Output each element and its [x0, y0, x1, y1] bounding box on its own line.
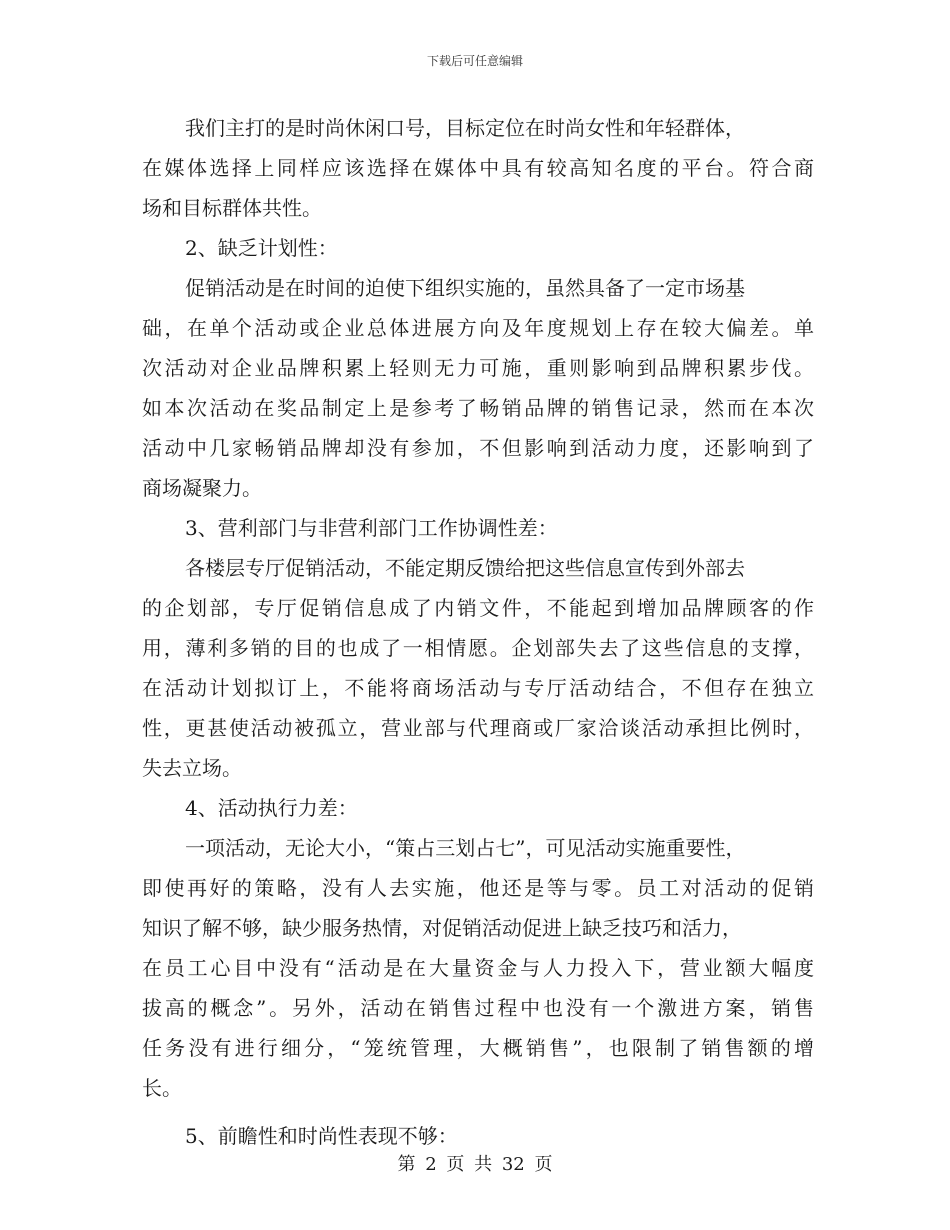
paragraph-line: 知识了解不够，缺少服务热情，对促销活动促进上缺乏技巧和活力， — [142, 916, 742, 940]
section-heading: 3、营利部门与非营利部门工作协调性差： — [185, 516, 558, 540]
paragraph-line: 促销活动是在时间的迫使下组织实施的，虽然具备了一定市场基 — [185, 276, 745, 300]
paragraph-line: 次活动对企业品牌积累上轻则无力可施，重则影响到品牌积累步伐。 — [142, 356, 814, 380]
paragraph-line: 如本次活动在奖品制定上是参考了畅销品牌的销售记录，然而在本次 — [142, 396, 814, 420]
paragraph-line: 各楼层专厅促销活动，不能定期反馈给把这些信息宣传到外部去 — [185, 556, 745, 580]
paragraph-line: 的企划部，专厅促销信息成了内销文件，不能起到增加品牌顾客的作 — [142, 596, 814, 620]
paragraph-line: 性，更甚使活动被孤立，营业部与代理商或厂家洽谈活动承担比例时， — [142, 716, 814, 740]
section-heading: 4、活动执行力差： — [185, 796, 358, 820]
paragraph-line: 一项活动，无论大小，“策占三划占七”，可见活动实施重要性， — [185, 836, 746, 860]
paragraph-line: 长。 — [142, 1076, 182, 1100]
paragraph-line: 商场凝聚力。 — [142, 476, 262, 500]
paragraph-line: 场和目标群体共性。 — [142, 196, 322, 220]
document-body — [142, 108, 814, 1156]
paragraph-line: 任务没有进行细分，“笼统管理，大概销售”，也限制了销售额的增 — [142, 1036, 814, 1060]
page-number: 第 2 页 共 32 页 — [397, 1154, 553, 1175]
paragraph-line: 础，在单个活动或企业总体进展方向及年度规划上存在较大偏差。单 — [142, 316, 814, 340]
paragraph-line: 即使再好的策略，没有人去实施，他还是等与零。员工对活动的促销 — [142, 876, 814, 900]
paragraph-line: 用，薄利多销的目的也成了一相情愿。企划部失去了这些信息的支撑， — [142, 636, 814, 660]
paragraph-line: 在员工心目中没有“活动是在大量资金与人力投入下，营业额大幅度 — [142, 956, 814, 980]
paragraph-line: 我们主打的是时尚休闲口号，目标定位在时尚女性和年轻群体， — [185, 116, 745, 140]
paragraph-line: 在媒体选择上同样应该选择在媒体中具有较高知名度的平台。符合商 — [142, 156, 814, 180]
paragraph-line: 失去立场。 — [142, 756, 242, 780]
paragraph-line: 在活动计划拟订上，不能将商场活动与专厅活动结合，不但存在独立 — [142, 676, 814, 700]
paragraph-line: 拔高的概念”。另外，活动在销售过程中也没有一个激进方案，销售 — [142, 996, 814, 1020]
page-header: 下载后可任意编辑 — [426, 54, 523, 68]
section-heading: 5、前瞻性和时尚性表现不够： — [185, 1124, 458, 1148]
section-heading: 2、缺乏计划性： — [185, 236, 338, 260]
paragraph-line: 活动中几家畅销品牌却没有参加，不但影响到活动力度，还影响到了 — [142, 436, 814, 460]
